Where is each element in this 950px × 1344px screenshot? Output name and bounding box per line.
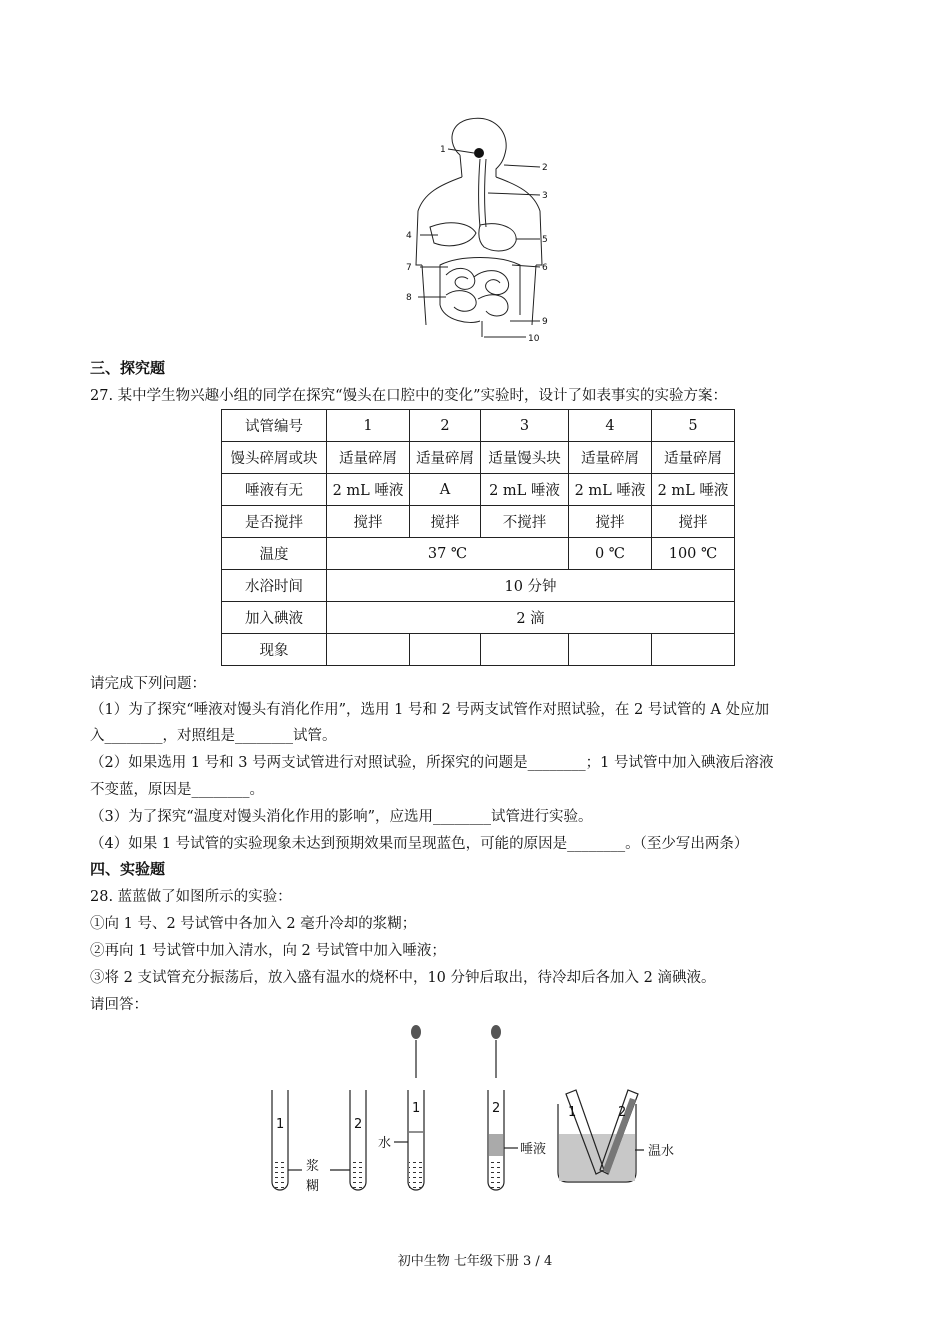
test-tube-experiment-figure (262, 1020, 692, 1200)
dropper-bulb-icon (491, 1025, 501, 1039)
mouth-mark (474, 148, 484, 158)
table-cell: 适量碎屑 (569, 442, 652, 474)
q27-stem: 27. 某中学生物兴趣小组的同学在探究“馒头在口腔中的变化”实验时，设计了如表事实的实验方案： (90, 388, 727, 404)
label-7: 7 (406, 263, 412, 273)
table-cell (569, 634, 652, 666)
q27-sub2-a: （2）如果选用 1 号和 3 号两支试管进行对照试验，所探究的问题是________；1 号试管中加入碘液后溶液 (90, 755, 774, 771)
table-cell: 加入碘液 (222, 602, 327, 634)
q27-sub4: （4）如果 1 号试管的实验现象未达到预期效果而呈现蓝色，可能的原因是________。（至少写出两条） (90, 836, 749, 852)
tube-label-1: 1 (412, 1101, 421, 1116)
table-cell (481, 634, 569, 666)
table-cell: 适量馒头块 (481, 442, 569, 474)
paste-fill (489, 1158, 503, 1188)
q28-step3: ③将 2 支试管充分振荡后，放入盛有温水的烧杯中，10 分钟后取出，待冷却后各加入 2 滴碘液。 (90, 970, 716, 986)
table-cell: 搅拌 (569, 506, 652, 538)
label-8: 8 (406, 293, 412, 303)
q28-step1: ①向 1 号、2 号试管中各加入 2 毫升冷却的浆糊； (90, 916, 417, 932)
table-cell: 馒头碎屑或块 (222, 442, 327, 474)
label-9: 9 (542, 317, 548, 327)
section-3-title: 三、探究题 (90, 359, 166, 377)
table-row (222, 474, 735, 506)
experiment-table (221, 409, 735, 666)
q27-sub3: （3）为了探究“温度对馒头消化作用的影响”，应选用________试管进行实验。 (90, 809, 593, 825)
table-cell: 温度 (222, 538, 327, 570)
table-cell: 1 (327, 410, 410, 442)
table-cell: 2 mL 唾液 (569, 474, 652, 506)
table-cell (327, 634, 410, 666)
table-row (222, 602, 735, 634)
tube-label-2: 2 (354, 1117, 363, 1132)
label-4: 4 (406, 231, 412, 241)
table-cell: 2 mL 唾液 (481, 474, 569, 506)
dropper-bulb-icon (411, 1025, 421, 1039)
table-cell: 5 (652, 410, 735, 442)
table-cell: 现象 (222, 634, 327, 666)
table-cell: 是否搅拌 (222, 506, 327, 538)
table-cell: 唾液有无 (222, 474, 327, 506)
table-row (222, 506, 735, 538)
table-cell: 适量碎屑 (327, 442, 410, 474)
table-row (222, 538, 735, 570)
table-cell: 10 分钟 (327, 570, 735, 602)
q27-sub1-b: 入________，对照组是________试管。 (90, 728, 337, 744)
table-cell: 搅拌 (652, 506, 735, 538)
table-cell: 4 (569, 410, 652, 442)
q27-sub1-a: （1）为了探究“唾液对馒头有消化作用”，选用 1 号和 2 号两支试管作对照试验，在 2 号试管的 A 处应加 (90, 702, 770, 718)
table-cell: 试管编号 (222, 410, 327, 442)
table-row (222, 410, 735, 442)
table-cell: 37 ℃ (327, 538, 569, 570)
label-3: 3 (542, 191, 548, 201)
table-cell: 0 ℃ (569, 538, 652, 570)
paste-label-bottom: 糊 (306, 1179, 320, 1194)
table-cell: 2 mL 唾液 (652, 474, 735, 506)
label-1: 1 (440, 145, 446, 155)
digestive-system-figure (400, 115, 560, 347)
table-cell: A (410, 474, 481, 506)
table-cell: 适量碎屑 (652, 442, 735, 474)
paste-fill (351, 1158, 365, 1188)
table-cell: 2 mL 唾液 (327, 474, 410, 506)
label-5: 5 (542, 235, 548, 245)
table-cell: 不搅拌 (481, 506, 569, 538)
paste-fill (273, 1158, 287, 1188)
saliva-fill (489, 1134, 503, 1156)
saliva-label: 唾液 (520, 1142, 547, 1157)
q28-prompt: 请回答： (90, 997, 148, 1013)
warm-water-label: 温水 (648, 1144, 675, 1159)
tube-label-1: 1 (276, 1117, 285, 1132)
q28-step2: ②再向 1 号试管中加入清水，向 2 号试管中加入唾液； (90, 943, 446, 959)
table-cell: 2 滴 (327, 602, 735, 634)
tube-label-2: 2 (492, 1101, 501, 1116)
label-2: 2 (542, 163, 548, 173)
label-10: 10 (528, 334, 540, 344)
section-4-title: 四、实验题 (90, 860, 166, 878)
table-cell (652, 634, 735, 666)
paste-label-top: 浆 (306, 1159, 320, 1174)
table-cell: 2 (410, 410, 481, 442)
table-cell: 水浴时间 (222, 570, 327, 602)
water-label: 水 (378, 1136, 392, 1151)
q28-stem: 28. 蓝蓝做了如图所示的实验： (90, 889, 292, 905)
table-cell (410, 634, 481, 666)
paste-fill (409, 1158, 423, 1188)
table-row (222, 634, 735, 666)
table-cell: 3 (481, 410, 569, 442)
page-footer: 初中生物 七年级下册 3 / 4 (397, 1254, 553, 1269)
label-6: 6 (542, 263, 548, 273)
beaker-tube-label-2: 2 (618, 1105, 627, 1120)
q27-sub2-b: 不变蓝，原因是________。 (90, 782, 264, 798)
q27-prompt: 请完成下列问题： (90, 676, 206, 692)
table-cell: 搅拌 (327, 506, 410, 538)
table-row (222, 442, 735, 474)
table-cell: 100 ℃ (652, 538, 735, 570)
table-cell: 适量碎屑 (410, 442, 481, 474)
table-row (222, 570, 735, 602)
beaker-tube-label-1: 1 (568, 1105, 577, 1120)
table-cell: 搅拌 (410, 506, 481, 538)
